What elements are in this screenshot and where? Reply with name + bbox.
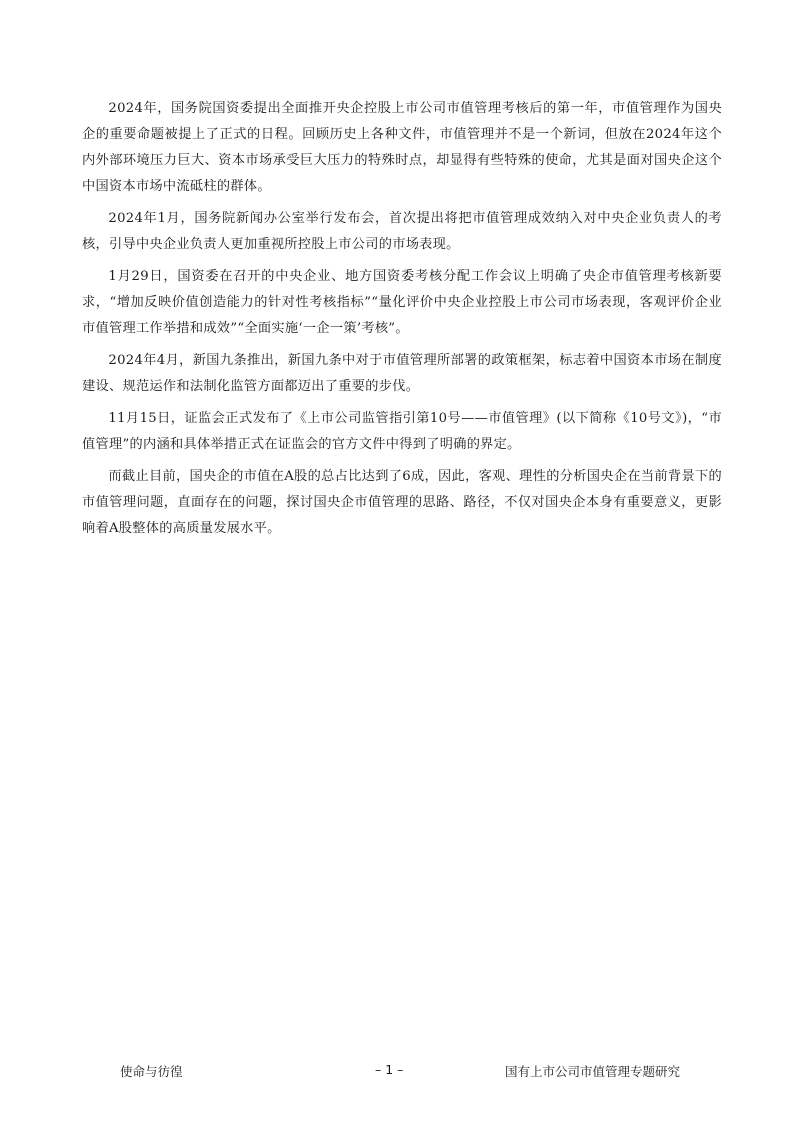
- page-number: – 1 –: [375, 1062, 404, 1077]
- footer-left-title: 使命与彷徨: [120, 1064, 183, 1079]
- paragraph-5: 11月15日，证监会正式发布了《上市公司监管指引第10号——市值管理》(以下简称《10号文》)，“市值管理”的内涵和具体举措正式在证监会的官方文件中得到了明确的界定。: [82, 411, 722, 452]
- page-footer: [0, 1062, 793, 1082]
- paragraph-2: 2024年1月，国务院新闻办公室举行发布会，首次提出将把市值管理成效纳入对中央企业负责人的考核，引导中央企业负责人更加重视所控股上市公司的市场表现。: [82, 211, 722, 252]
- paragraph-1: 2024年，国务院国资委提出全面推开央企控股上市公司市值管理考核后的第一年，市值管理作为国央企的重要命题被提上了正式的日程。回顾历史上各种文件，市值管理并不是一个新词，但放在2024年这个内外部环境压力巨大、资本市场承受巨大压力的特殊时点，却显得有些特殊的使命，尤其是面对国央企这个中国资本市场中流砥柱的群体。: [82, 101, 722, 194]
- paragraph-6: 而截止目前，国央企的市值在A股的总占比达到了6成，因此，客观、理性的分析国央企在当前背景下的市值管理问题，直面存在的问题，探讨国央企市值管理的思路、路径，不仅对国央企本身有重要意义，更影响着A股整体的高质量发展水平。: [82, 469, 722, 536]
- footer-right-title: 国有上市公司市值管理专题研究: [505, 1064, 681, 1079]
- document-body: [82, 96, 722, 548]
- paragraph-3: 1月29日，国资委在召开的中央企业、地方国资委考核分配工作会议上明确了央企市值管理考核新要求，“增加反映价值创造能力的针对性考核指标”“量化评价中央企业控股上市公司市场表现，客观评价企业市值管理工作举措和成效”“全面实施‘一企一策’考核”。: [82, 269, 722, 336]
- paragraph-4: 2024年4月，新国九条推出，新国九条中对于市值管理所部署的政策框架，标志着中国资本市场在制度建设、规范运作和法制化监管方面都迈出了重要的步伐。: [82, 353, 722, 394]
